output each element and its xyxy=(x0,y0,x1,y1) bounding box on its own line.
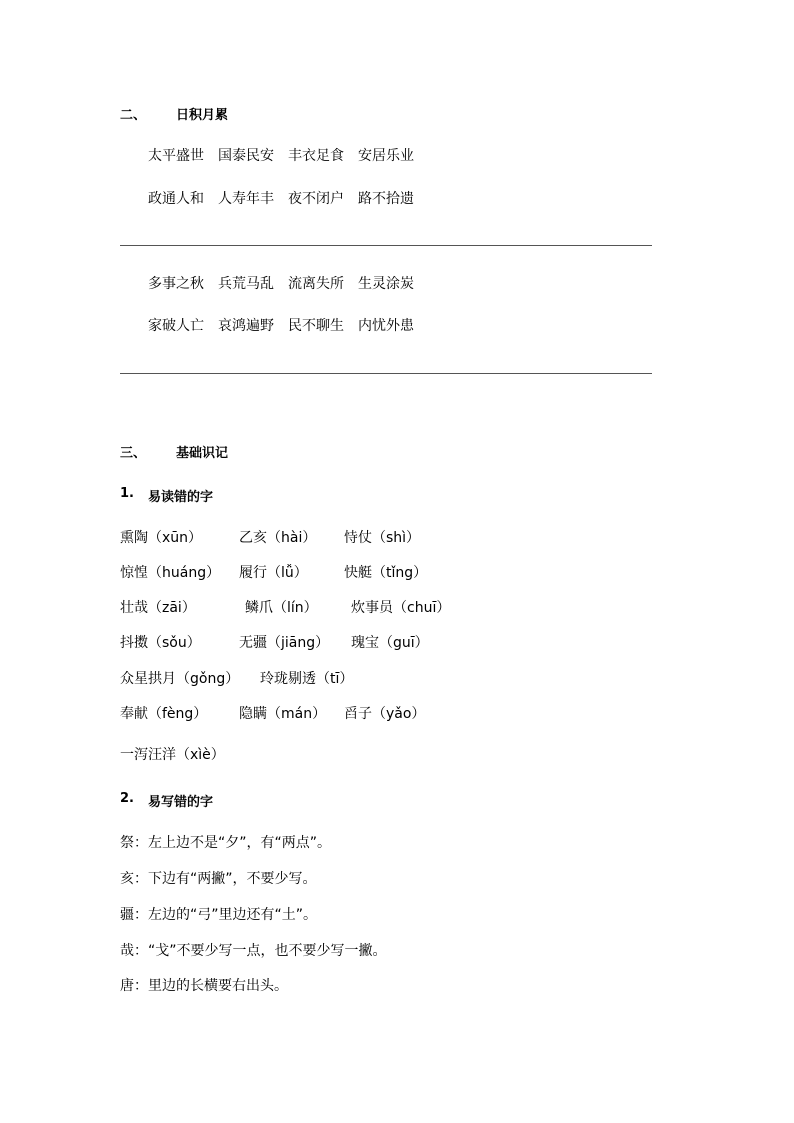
pronunciation-item: 鳞爪（lín） xyxy=(245,600,318,616)
pronunciation-item: 众星拱月（gǒng） xyxy=(120,671,240,687)
section2-number: 二、 xyxy=(120,108,147,123)
pronunciation-item: 快艇（tǐng） xyxy=(344,565,428,581)
section3-number: 三、 xyxy=(120,446,147,461)
subsection2-title: 易写错的字 xyxy=(148,795,214,810)
pronunciation-item: 乙亥（hài） xyxy=(239,530,317,546)
pronunciation-item: 隐瞒（mán） xyxy=(239,706,327,722)
idiom-row xyxy=(148,315,428,335)
pronunciation-item: 壮哉（zāi） xyxy=(120,600,196,616)
pronunciation-item: 熏陶（xūn） xyxy=(120,530,203,546)
writing-note: 疆：左边的“弓”里边还有“土”。 xyxy=(120,907,318,923)
pronunciation-item: 奉献（fèng） xyxy=(120,706,208,722)
pronunciation-item: 惊惶（huáng） xyxy=(120,565,221,581)
section3-title: 基础识记 xyxy=(176,446,229,461)
subsection2-number: 2. xyxy=(120,791,134,806)
divider-line xyxy=(120,245,652,246)
idiom: 生灵涂炭 xyxy=(358,276,414,292)
idiom: 人寿年丰 xyxy=(218,191,274,207)
pronunciation-item: 一泻汪洋（xìè） xyxy=(120,747,225,763)
idiom: 丰衣足食 xyxy=(288,148,344,164)
idiom: 路不拾遗 xyxy=(358,191,414,207)
idiom: 安居乐业 xyxy=(358,148,414,164)
pronunciation-item: 履行（lǚ） xyxy=(239,565,308,581)
pronunciation-item: 恃仗（shì） xyxy=(344,530,421,546)
idiom-row xyxy=(148,188,428,208)
subsection1-number: 1. xyxy=(120,486,134,501)
subsection1-title: 易读错的字 xyxy=(148,490,214,505)
idiom: 哀鸿遍野 xyxy=(218,318,274,334)
idiom: 多事之秋 xyxy=(148,276,204,292)
idiom: 政通人和 xyxy=(148,191,204,207)
idiom: 兵荒马乱 xyxy=(218,276,274,292)
writing-note: 亥：下边有“两撇”，不要少写。 xyxy=(120,871,317,887)
idiom: 夜不闭户 xyxy=(288,191,344,207)
idiom: 家破人亡 xyxy=(148,318,204,334)
idiom: 民不聊生 xyxy=(288,318,344,334)
pronunciation-item: 抖擞（sǒu） xyxy=(120,635,201,651)
writing-note: 唐：里边的长横要右出头。 xyxy=(120,978,288,994)
writing-note: 祭：左上边不是“夕”，有“两点”。 xyxy=(120,835,332,851)
writing-note: 哉：“戈”不要少写一点，也不要少写一撇。 xyxy=(120,943,387,959)
idiom-row xyxy=(148,145,428,165)
section2-title: 日积月累 xyxy=(176,108,229,123)
pronunciation-item: 无疆（jiāng） xyxy=(239,635,330,651)
idiom: 流离失所 xyxy=(288,276,344,292)
idiom: 国泰民安 xyxy=(218,148,274,164)
pronunciation-item: 炊事员（chuī） xyxy=(351,600,451,616)
divider-line xyxy=(120,373,652,374)
idiom: 内忧外患 xyxy=(358,318,414,334)
pronunciation-item: 玲珑剔透（tī） xyxy=(260,671,354,687)
pronunciation-item: 瑰宝（guī） xyxy=(351,635,429,651)
idiom: 太平盛世 xyxy=(148,148,204,164)
pronunciation-item: 舀子（yǎo） xyxy=(344,706,426,722)
idiom-row xyxy=(148,273,428,293)
